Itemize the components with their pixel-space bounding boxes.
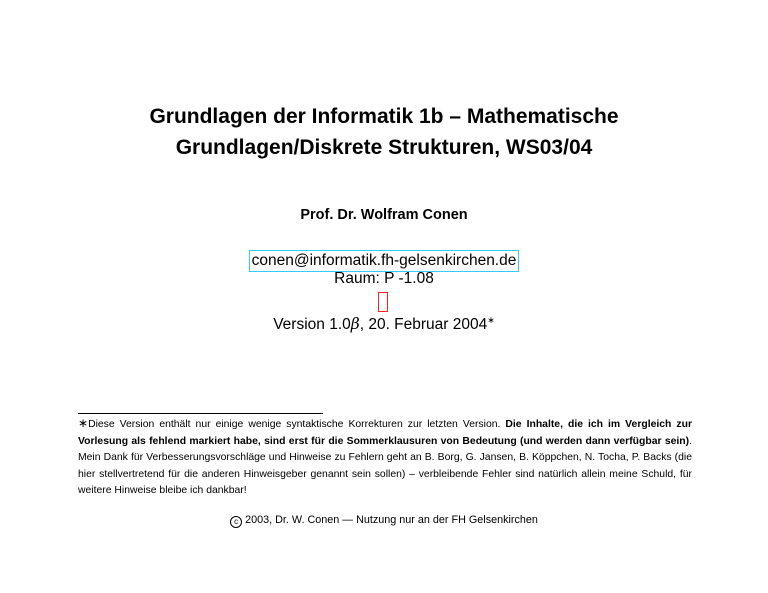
version-footnote-mark[interactable]: ∗ [487,315,495,325]
footnote-text-end: . Mein Dank für Verbesserungsvorschläge und Hinweise zu Fehlern geht an B. Borg, G. Jansen, B. Köppchen, N. Tocha, P. Backs (die hier stellvertretend für die anderen Hinweisgeber genannt sein sollen) – verbleibende Fehler sind natürlich allein meine Schuld, für weitere Hinweise bleibe ich dankbar! [78,435,692,496]
footnote [78,415,692,500]
version-prefix: Version 1.0 [273,316,351,334]
footnote-rule [78,413,323,414]
document-title [0,101,768,163]
footnote-mark: ∗ [78,416,89,430]
email-container [0,250,768,272]
copyright-icon: c [230,516,242,528]
version-date: , 20. Februar 2004 [359,316,488,334]
link-anchor-box[interactable] [378,292,388,312]
version-line [0,315,768,334]
title-line-1: Grundlagen der Informatik 1b – Mathematische [149,105,619,128]
version-beta: β [350,315,360,334]
footnote-bold-text: Die Inhalte, die ich im Vergleich zur Vorlesung als fehlend markiert habe, sind erst für die Sommerklausuren von Bedeutung (und werden dann verfügbar sein) [78,419,692,447]
email-link[interactable]: conen@informatik.fh-gelsenkirchen.de [249,250,520,272]
room-info: Raum: P -1.08 [334,270,434,287]
copyright-text: 2003, Dr. W. Conen — Nutzung nur an der FH Gelsenkirchen [245,514,538,526]
copyright-line [0,514,768,528]
author-name: Prof. Dr. Wolfram Conen [300,207,468,223]
title-line-2: Grundlagen/Diskrete Strukturen, WS03/04 [175,136,593,159]
footnote-text-start: Diese Version enthält nur einige wenige syntaktische Korrekturen zur letzten Version. [88,419,506,430]
